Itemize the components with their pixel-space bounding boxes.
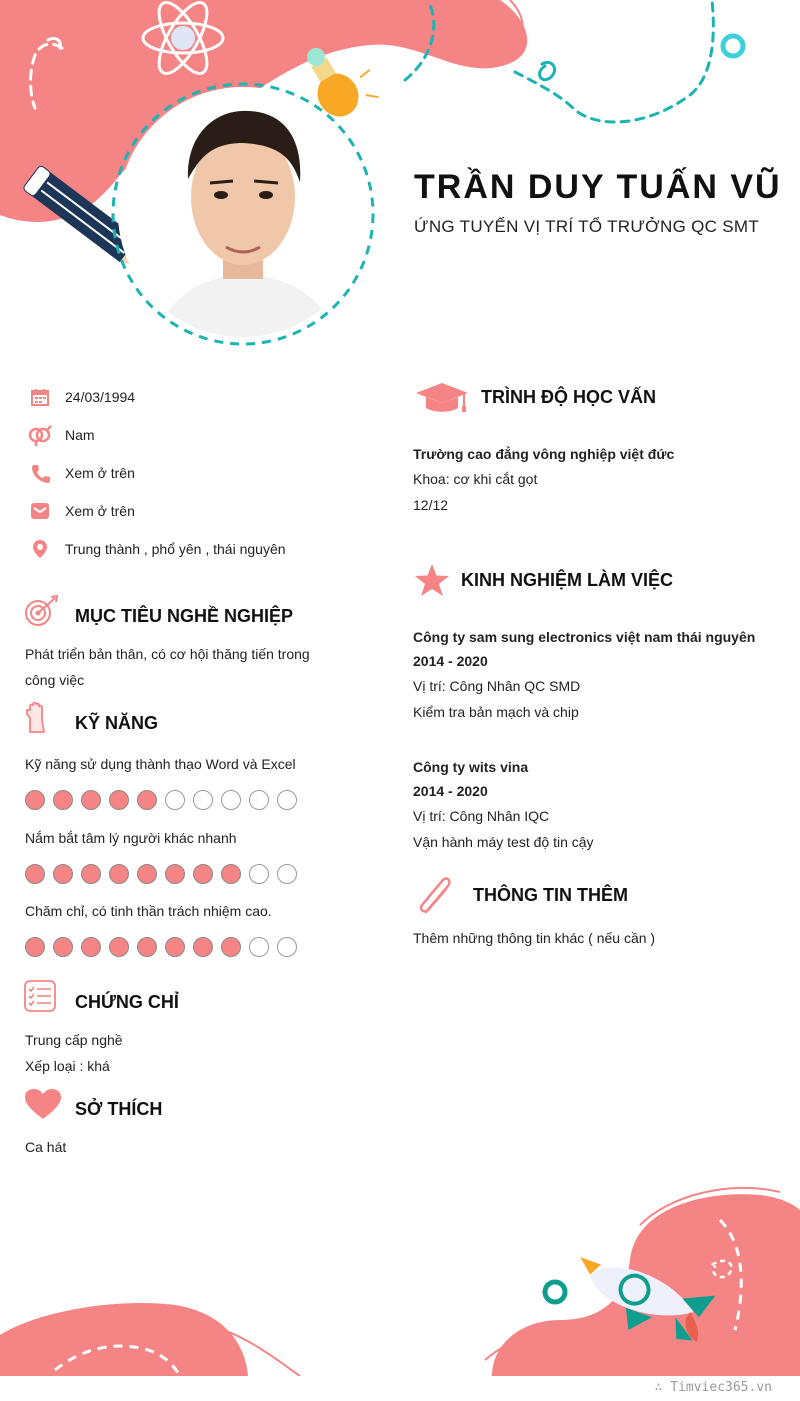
rating-dot-filled bbox=[25, 937, 45, 957]
objective-line-1: Phát triển bản thân, có cơ hội thăng tiến trong bbox=[25, 646, 310, 662]
skill-rating-2 bbox=[25, 864, 297, 884]
job-position: ỨNG TUYỂN VỊ TRÍ TỔ TRƯỞNG QC SMT bbox=[414, 217, 760, 236]
skill-label-2: Nắm bắt tâm lý người khác nhanh bbox=[25, 830, 237, 846]
rating-dot-empty bbox=[249, 864, 269, 884]
rating-dot-filled bbox=[81, 937, 101, 957]
ring-decoration bbox=[545, 1282, 565, 1302]
info-address bbox=[28, 537, 286, 561]
watermark: ∴ Timviec365.vn bbox=[654, 1380, 772, 1395]
job-1-company: Công ty sam sung electronics việt nam thái nguyên bbox=[413, 629, 756, 645]
skills-title: KỸ NĂNG bbox=[75, 713, 159, 733]
rating-dot-filled bbox=[165, 937, 185, 957]
birthday-value: 24/03/1994 bbox=[65, 389, 136, 405]
location-icon bbox=[28, 537, 52, 561]
info-birthday bbox=[28, 385, 135, 409]
hobbies-text: Ca hát bbox=[25, 1139, 67, 1155]
rating-dot-filled bbox=[109, 790, 129, 810]
rating-dot-empty bbox=[193, 790, 213, 810]
skill-label-3: Chăm chỉ, có tinh thần trách nhiệm cao. bbox=[25, 903, 272, 919]
footer-left-blob bbox=[0, 1303, 248, 1376]
checklist-icon bbox=[24, 980, 56, 1012]
rating-dot-filled bbox=[109, 937, 129, 957]
certificate-line-1: Trung cấp nghề bbox=[25, 1032, 123, 1048]
rating-dot-filled bbox=[109, 864, 129, 884]
skill-label-1: Kỹ năng sử dụng thành thạo Word và Excel bbox=[25, 756, 296, 772]
skill-rating-1 bbox=[25, 790, 297, 810]
rating-dot-filled bbox=[81, 864, 101, 884]
gender-value: Nam bbox=[65, 427, 95, 443]
education-faculty: Khoa: cơ khi cắt gọt bbox=[413, 471, 538, 487]
education-school: Trường cao đẳng vông nghiệp việt đức bbox=[413, 446, 675, 462]
info-gender bbox=[28, 423, 95, 447]
hand-icon bbox=[24, 702, 50, 734]
info-email bbox=[28, 499, 135, 523]
rating-dot-empty bbox=[249, 790, 269, 810]
hobbies-title: SỞ THÍCH bbox=[75, 1099, 163, 1119]
certificate-line-2: Xếp loại : khá bbox=[25, 1058, 110, 1074]
footer-decoration bbox=[0, 1170, 800, 1401]
rating-dot-filled bbox=[53, 790, 73, 810]
rating-dot-empty bbox=[277, 864, 297, 884]
job-2-period: 2014 - 2020 bbox=[413, 783, 488, 799]
job-2-desc: Vận hành máy test độ tin cậy bbox=[413, 834, 594, 850]
rating-dot-filled bbox=[81, 790, 101, 810]
phone-icon bbox=[28, 461, 52, 485]
education-grade: 12/12 bbox=[413, 497, 449, 513]
target-icon bbox=[24, 595, 60, 629]
rating-dot-filled bbox=[193, 864, 213, 884]
experience-title: KINH NGHIỆM LÀM VIỆC bbox=[461, 570, 674, 590]
rating-dot-empty bbox=[165, 790, 185, 810]
heart-icon bbox=[24, 1088, 62, 1120]
skill-rating-3 bbox=[25, 937, 297, 957]
rating-dot-filled bbox=[221, 937, 241, 957]
rating-dot-filled bbox=[193, 937, 213, 957]
rating-dot-filled bbox=[137, 790, 157, 810]
graduation-cap-icon bbox=[414, 381, 470, 415]
phone-value[interactable]: Xem ở trên bbox=[65, 465, 135, 481]
job-2-company: Công ty wits vina bbox=[413, 759, 529, 775]
certificates-title: CHỨNG CHỈ bbox=[75, 992, 179, 1012]
paperclip-icon bbox=[416, 874, 460, 918]
rating-dot-filled bbox=[165, 864, 185, 884]
rating-dot-empty bbox=[221, 790, 241, 810]
email-icon bbox=[28, 499, 52, 523]
rating-dot-empty bbox=[249, 937, 269, 957]
calendar-icon bbox=[28, 385, 52, 409]
objective-title: MỤC TIÊU NGHỀ NGHIỆP bbox=[75, 606, 294, 626]
rating-dot-filled bbox=[137, 864, 157, 884]
candidate-name: TRẦN DUY TUẤN VŨ bbox=[414, 168, 782, 206]
rating-dot-filled bbox=[221, 864, 241, 884]
education-title: TRÌNH ĐỘ HỌC VẤN bbox=[481, 387, 656, 407]
rating-dot-empty bbox=[277, 937, 297, 957]
rating-dot-filled bbox=[53, 864, 73, 884]
address-value: Trung thành , phổ yên , thái nguyên bbox=[65, 541, 286, 557]
email-value[interactable]: Xem ở trên bbox=[65, 503, 135, 519]
rating-dot-filled bbox=[137, 937, 157, 957]
star-icon bbox=[414, 563, 450, 597]
gender-icon bbox=[28, 423, 52, 447]
job-1-desc: Kiểm tra bản mạch và chip bbox=[413, 704, 579, 720]
job-2-role: Vị trí: Công Nhân IQC bbox=[413, 808, 550, 824]
objective-line-2: công việc bbox=[25, 672, 85, 688]
job-1-period: 2014 - 2020 bbox=[413, 653, 488, 669]
rating-dot-filled bbox=[25, 864, 45, 884]
rating-dot-filled bbox=[25, 790, 45, 810]
job-1-role: Vị trí: Công Nhân QC SMD bbox=[413, 678, 581, 694]
info-phone bbox=[28, 461, 135, 485]
rating-dot-empty bbox=[277, 790, 297, 810]
rating-dot-filled bbox=[53, 937, 73, 957]
extra-text: Thêm những thông tin khác ( nếu cần ) bbox=[413, 930, 656, 946]
extra-title: THÔNG TIN THÊM bbox=[473, 885, 628, 905]
